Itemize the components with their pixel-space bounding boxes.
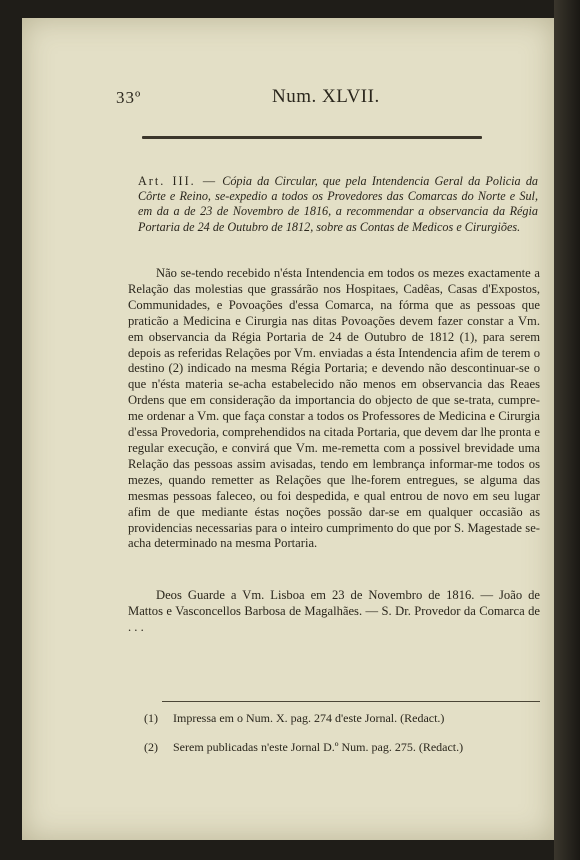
page-number: 33º [116,88,142,107]
page-heading: Num. XLVII. [272,86,380,107]
ornamental-rule [142,136,482,139]
book-page [22,18,554,840]
book-spine-edge [554,0,580,860]
article-label: Art. III. — [138,174,218,188]
footnote [132,740,542,755]
article-title: Cópia da Circular, que pela Intendencia Geral da Policia da Côrte e Reino, se-expedio a todos os Provedores das Comarcas do Norte e Sul, em da a de 23 de Novembro de 1816, a recommendar a observancia da Régia Portaria de 24 de Outubro de 1812, sobre as Contas de Medicos e Cirurgiões. [138,174,539,234]
footnote-text: Impressa em o Num. X. pag. 274 d'este Jornal. (Redact.) [173,711,445,725]
article-summary [138,174,538,235]
footnote-marker: (1) [144,711,158,725]
footnote-rule [162,701,540,702]
footnote-marker: (2) [144,740,158,754]
footnote-text: Serem publicadas n'este Jornal D.º Num. pag. 275. (Redact.) [173,740,464,754]
footnote [132,711,542,726]
main-paragraph: Não se-tendo recebido n'ésta Intendencia em todos os mezes exactamente a Relação das molestias que grassárão nos Hospitaes, Cadêas, Casas d'Expostos, Communidades, e Povoações d'essa Comarca, na fórma que as pessoas que praticão a Medicina e Cirurgia nas ditas Povoações devem fazer constar a Vm. em observancia da Régia Portaria de 24 de Outubro de 1812 (1), para serem depois as referidas Relações por Vm. enviadas a ésta Intendencia afim de terem o destino (2) indicado na mesma Régia Portaria; e devendo não descontinuar-se o que n'ésta materia se-acha estabelecido não menos em observancia das Reaes Ordens que em consideração da importancia do objecto de que se-trata, cumpre-me ordenar a Vm. que faça constar a todos os Professores de Medicina e Cirurgia d'essa Provedoria, comprehendidos na citada Portaria, que devem dar lhe pronta e regular execução, e convirá que Vm. me-remetta com a possivel brevidade uma Relação das pessoas assim avisadas, tendo em lembrança informar-me todos os mezes, quando remetter as Relações que lhe-forem entregues, se alguma das mesmas pessoas faleceo, ou foi despedida, e qual entrou de novo em seu lugar afim de que mediante éstas noções possão dar-se em qualquer occasião as providencias necessarias para o inteiro cumprimento do que por S. Magestade se-acha determinado na mesma Portaria. [128,266,540,551]
closing-paragraph: Deos Guarde a Vm. Lisboa em 23 de Novembro de 1816. — João de Mattos e Vasconcellos Barbosa de Magalhães. — S. Dr. Provedor da Comarca de . . . [128,588,540,634]
